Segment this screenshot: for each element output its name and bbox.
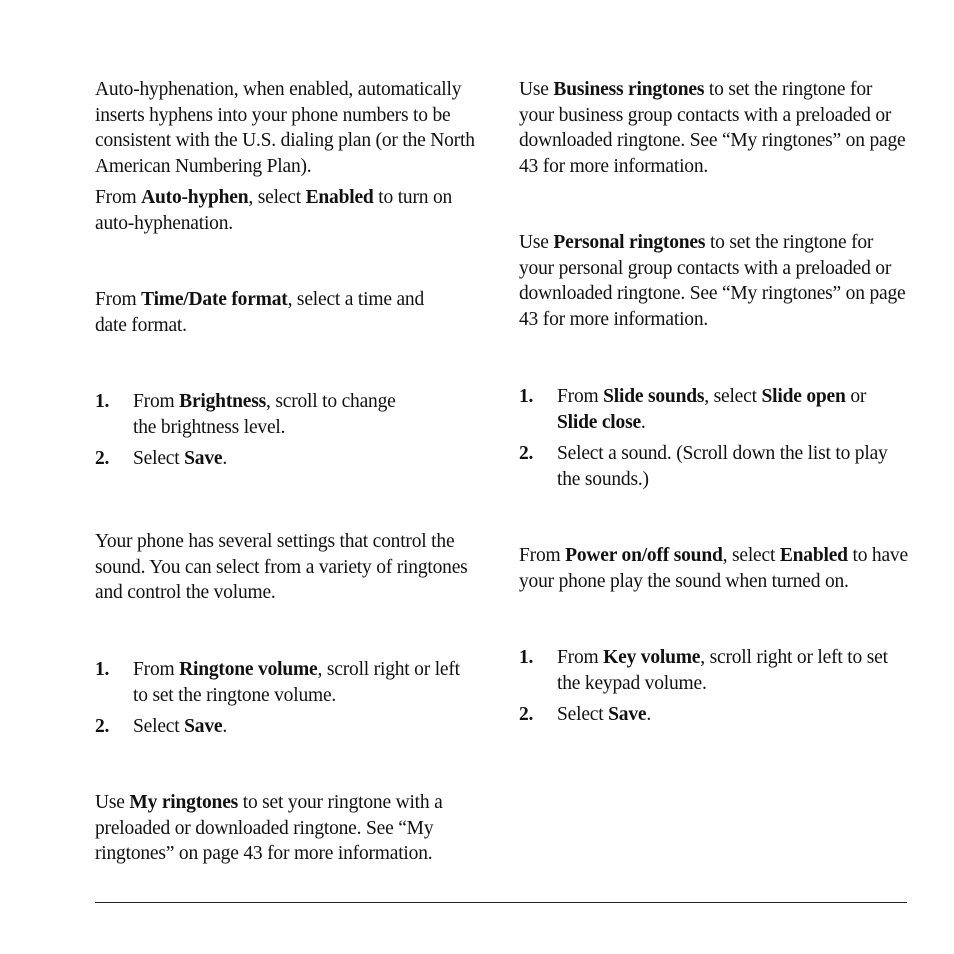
my-ringtones-description: Use My ringtones to set your ringtone with a preloaded or downloaded ringtone. See “My ringtones” on page 43 for more information. [95, 792, 443, 865]
sound-intro: Your phone has several settings that control the sound. You can select from a variety of ringtones and control the volume. [95, 531, 468, 604]
slide-close-term: Slide close [557, 411, 641, 433]
slide-sounds-term: Slide sounds [603, 386, 705, 407]
auto-hyphen-instruction: From Auto-hyphen, select Enabled to turn on auto-hyphenation. [95, 187, 453, 234]
time-date-format-term: Time/Date format [141, 289, 288, 310]
enabled-term: Enabled [305, 187, 374, 208]
time-date-format-instruction: From Time/Date format, select a time and date format. [95, 289, 425, 336]
power-on-off-sound-term: Power on/off sound [565, 545, 723, 566]
personal-ringtones-description: Use Personal ringtones to set the ringtone for your personal group contacts with a preloaded or downloaded ringtone. See “My ringtones” on page 43 for more information. [519, 232, 906, 330]
save-term: Save [184, 716, 223, 737]
enabled-term: Enabled [779, 545, 848, 566]
power-sound-instruction: From Power on/off sound, select Enabled to have your phone play the sound when turned on. [519, 545, 908, 592]
ringtone-volume-term: Ringtone volume [179, 659, 318, 680]
business-ringtones-description: Use Business ringtones to set the ringtone for your business group contacts with a preloaded or downloaded ringtone. See “My ringtones” on page 43 for more information. [519, 79, 906, 177]
auto-hyphenation-description: Auto-hyphenation, when enabled, automatically inserts hyphens into your phone numbers to be consistent with the U.S. dialing plan (or the North American Numbering Plan). [95, 79, 475, 177]
personal-ringtones-term: Personal ringtones [553, 232, 706, 253]
my-ringtones-term: My ringtones [129, 792, 239, 813]
footer-divider [95, 902, 907, 903]
save-term: Save [608, 704, 647, 725]
auto-hyphen-term: Auto-hyphen [141, 187, 249, 208]
brightness-term: Brightness [179, 391, 266, 412]
business-ringtones-term: Business ringtones [553, 79, 705, 100]
slide-open-term: Slide open [761, 386, 846, 407]
key-volume-term: Key volume [603, 647, 701, 668]
save-term: Save [184, 448, 223, 469]
